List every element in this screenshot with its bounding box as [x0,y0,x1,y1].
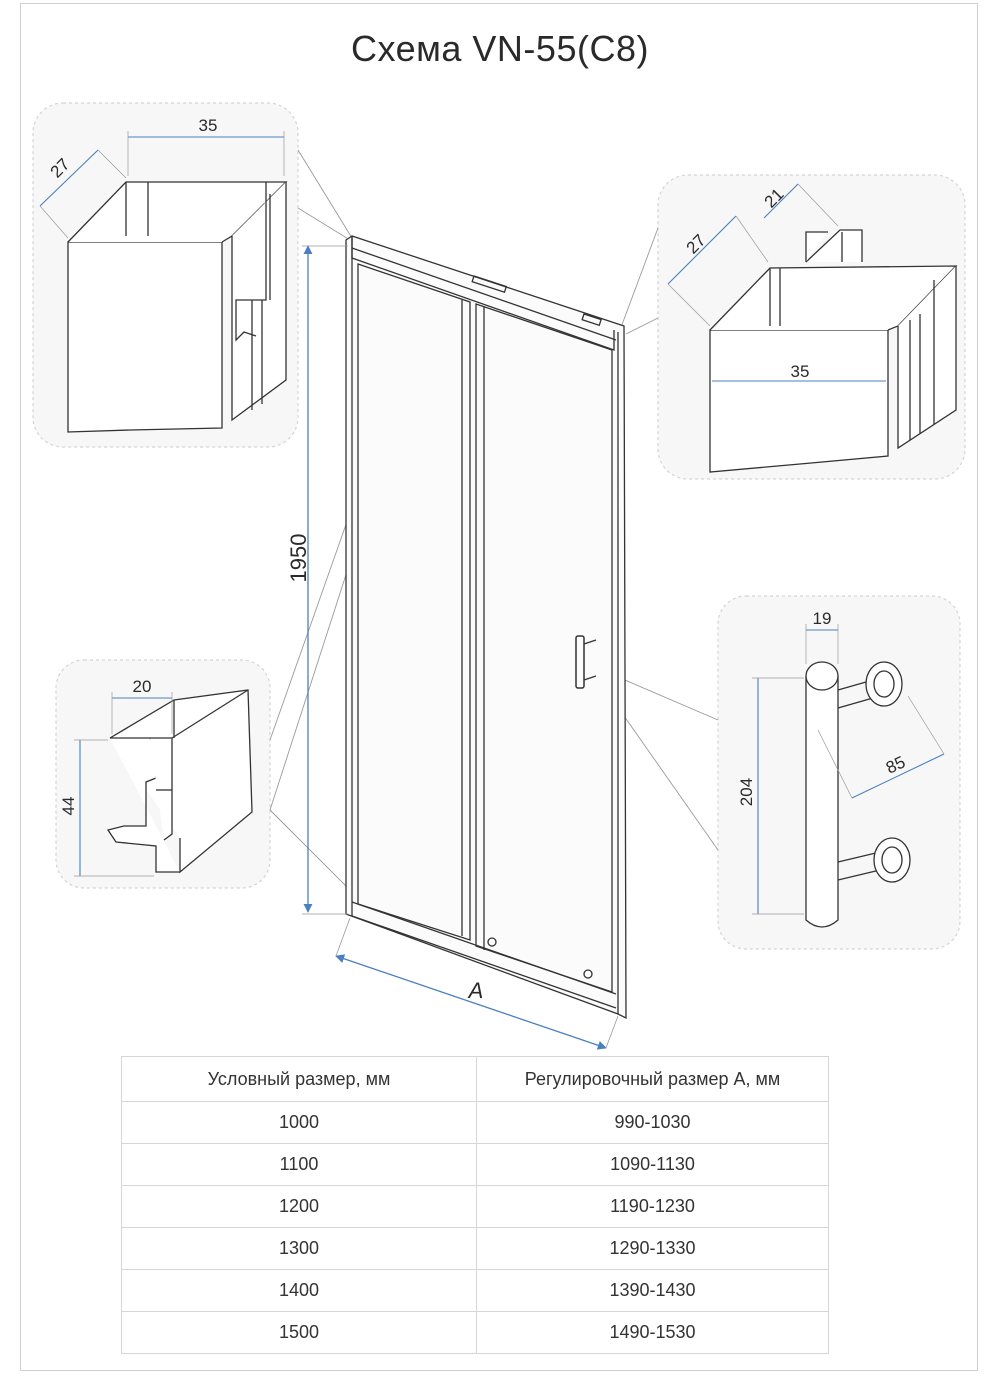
handle-offset-label: 85 [883,752,909,778]
table-row [122,1312,829,1354]
bottom-left-width-label: 20 [132,677,152,696]
table-header-cell: Регулировочный размер А, мм [477,1057,829,1102]
handle-length-label: 204 [737,777,756,807]
table-cell: 1400 [122,1270,477,1312]
height-label: 1950 [286,533,311,583]
table-cell: 1100 [122,1144,477,1186]
table-row [122,1186,829,1228]
table-row [122,1102,829,1144]
top-right-small-label: 21 [760,184,788,212]
table-row [122,1144,829,1186]
table-cell: 990-1030 [477,1102,829,1144]
handle-diameter-label: 19 [812,609,832,628]
top-right-width-label: 35 [790,362,810,381]
table-cell: 1500 [122,1312,477,1354]
table-cell: 1090-1130 [477,1144,829,1186]
table-cell: 1390-1430 [477,1270,829,1312]
top-left-width-label: 35 [198,116,218,135]
shower-door [346,236,626,1018]
diagram-title: Схема VN-55(С8) [351,28,649,69]
table-cell: 1490-1530 [477,1312,829,1354]
table-cell: 1290-1330 [477,1228,829,1270]
table-row [122,1270,829,1312]
table-header-row [122,1057,829,1102]
table-header-cell: Условный размер, мм [122,1057,477,1102]
top-left-profile [68,182,286,432]
table-cell: 1190-1230 [477,1186,829,1228]
table-cell: 1300 [122,1228,477,1270]
width-label: A [468,978,484,1003]
top-left-depth-label: 27 [46,154,74,182]
table-cell: 1000 [122,1102,477,1144]
table-row [122,1228,829,1270]
bottom-left-height-label: 44 [59,796,78,816]
top-right-depth-label: 27 [682,230,710,258]
size-table [121,1056,829,1354]
table-cell: 1200 [122,1186,477,1228]
